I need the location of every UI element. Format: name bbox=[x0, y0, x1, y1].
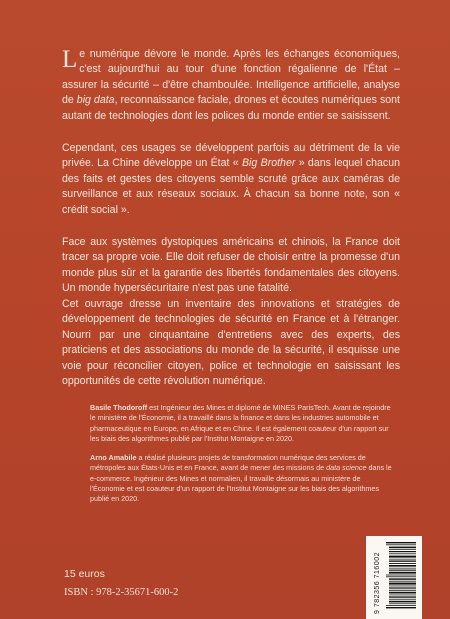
blurb-text: , reconnaissance faciale, drones et écoutes numériques sont autant de technologies dont les polices du monde entier se saisissent. bbox=[62, 94, 400, 122]
drop-cap: L bbox=[62, 46, 78, 73]
blurb-paragraph-1 bbox=[62, 47, 400, 124]
blurb-text: Cependant, ces usages se développent parfois au détriment de la vie privée. La Chine développe un État « bbox=[62, 142, 400, 170]
blurb-text: » dans lequel chacun des faits et gestes des citoyens semble scruté grâce aux caméras de surveillance et aux réseaux sociaux. À chacun sa bonne note, son « crédit social ». bbox=[62, 157, 400, 216]
blurb-italic: Big Brother bbox=[241, 157, 296, 170]
author-bio-2 bbox=[90, 453, 392, 504]
blurb-paragraph-4: Cet ouvrage dresse un inventaire des innovations et stratégies de développement de technologies de sécurité en France et à l'étranger. Nourri par une cinquantaine d'entretiens avec des experts, des praticiens et des associations du monde de la sécurité, il esquisse une voie pour réconcilier citoyen, police et technologie en saisissant les opportunités de cette révolution numérique. bbox=[62, 298, 400, 388]
bio-text: dans le e-commerce. Ingénieur des Mines et normalien, il travaille désormais au ministère de l'Économie et est coauteur d'un rapport de l'Institut Montaigne sur les biais des algorithmes publié en 2020. bbox=[90, 463, 392, 504]
barcode-number: 9 782356 716002 bbox=[374, 552, 381, 614]
blurb-paragraph-2 bbox=[62, 141, 400, 218]
price-label: 15 euros bbox=[64, 568, 105, 580]
author-name: Basile Thodoroff bbox=[90, 403, 148, 412]
blurb-text: e numérique dévore le monde. Après les échanges économiques, c'est aujourd'hui au tour d'une fonction régalienne de l'État – assurer la sécurité – d'être chamboulée. Intelligence artificielle, analyse de bbox=[62, 48, 400, 107]
blurb-italic: big data bbox=[76, 94, 115, 107]
bio-text: a réalisé plusieurs projets de transformation numérique des services de métropoles aux États-Unis et en France, avant de mener des missions de bbox=[90, 453, 366, 473]
barcode bbox=[366, 536, 422, 619]
isbn-label: ISBN : 978-2-35671-600-2 bbox=[64, 587, 179, 598]
bio-text: est Ingénieur des Mines et diplomé de MINES ParisTech. Avant de rejoindre le ministère de l'Économie, il a travaillé dans la finance et dans les industries automobile et pharmaceutique en Europe, en Afrique et en Chine. Il est également coauteur d'un rapport sur les biais des algorithmes publié par l'Institut Montaigne en 2020. bbox=[90, 403, 391, 443]
author-name: Arno Amabile bbox=[90, 453, 137, 462]
bio-italic: data science bbox=[326, 463, 367, 473]
blurb-paragraph-3: Face aux systèmes dystopiques américains et chinois, la France doit tracer sa propre voie. Elle doit refuser de choisir entre la promesse d'un monde plus sûr et la garantie des libertés fondamentales des citoyens. Un monde hypersécuritaire n'est pas une fatalité. bbox=[62, 236, 400, 295]
author-bio-1 bbox=[90, 403, 392, 444]
